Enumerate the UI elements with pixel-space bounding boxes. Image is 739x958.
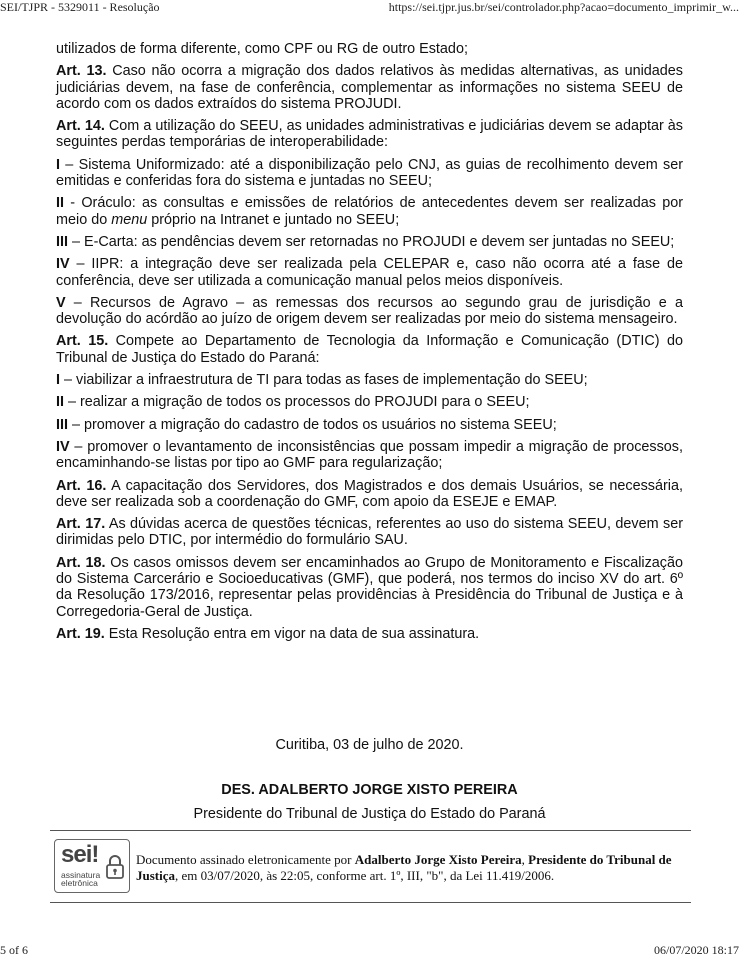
article-text: As dúvidas acerca de questões técnicas, referentes ao uso do sistema SEEU, devem ser dirimidas pelo DTIC, por intermédio do formulário SAU. [56, 516, 683, 549]
signature-text: , [521, 852, 529, 867]
item-i [56, 157, 683, 190]
article-19 [56, 626, 683, 642]
lock-icon [105, 854, 125, 880]
item-label: II [56, 195, 64, 212]
item-v [56, 295, 683, 328]
item-text: – promover o levantamento de inconsistências que possam impedir a migração de processos, encaminhando-se listas por tipo ao GMF para regularização; [56, 438, 683, 472]
item-iv [56, 256, 683, 289]
item-text: – E-Carta: as pendências devem ser retornadas no PROJUDI e devem ser juntadas no SEEU; [68, 233, 675, 250]
article-text: Caso não ocorra a migração dos dados relativos às medidas alternativas, as unidades judiciárias devem, na fase de conferência, complementar as informações no sistema SEEU de acordo com os dados extraídos do sistema PROJUDI. [56, 63, 683, 112]
item-ii [56, 394, 683, 410]
article-label: Art. 18. [56, 554, 106, 571]
print-header-url: https://sei.tjpr.jus.br/sei/controlador.php?acao=documento_imprimir_w... [388, 0, 739, 14]
item-text: – Sistema Uniformizado: até a disponibilização pelo CNJ, as guias de recolhimento devem ser emitidas e conferidas fora do sistema e juntadas no SEEU; [56, 156, 683, 190]
item-iv [56, 439, 683, 472]
article-text: A capacitação dos Servidores, dos Magistrados e dos demais Usuários, se necessária, deve ser realizada sob a coordenação do GMF, com apoio da ESEJE e EMAP. [56, 477, 683, 510]
item-text: – realizar a migração de todos os processos do PROJUDI para o SEEU; [64, 394, 530, 411]
article-text: Compete ao Departamento de Tecnologia da Informação e Comunicação (DTIC) do Tribunal de Justiça do Estado do Paraná: [56, 333, 683, 366]
article-label: Art. 19. [56, 625, 105, 642]
sei-logo-subtitle-line: eletrônica [61, 878, 98, 888]
sei-logo-subtitle-line: assinatura [61, 870, 101, 880]
item-text: – Recursos de Agravo – as remessas dos recursos ao segundo grau de jurisdição e a devolução do acórdão ao juízo de origem devem ser realizadas por meio do sistema mensageiro. [56, 294, 683, 328]
item-label: II [56, 394, 64, 411]
item-label: I [56, 372, 60, 389]
electronic-signature-box [50, 836, 691, 899]
item-text: – promover a migração do cadastro de todos os usuários no sistema SEEU; [68, 416, 557, 433]
article-14 [56, 118, 683, 151]
article-label: Art. 14. [56, 118, 105, 135]
print-footer [0, 943, 739, 958]
item-text: próprio na Intranet e juntado no SEEU; [147, 211, 400, 228]
signature-signer: Adalberto Jorge Xisto Pereira [354, 852, 522, 867]
item-label: V [56, 294, 66, 311]
article-text: Com a utilização do SEEU, as unidades administrativas e judiciárias devem se adaptar às seguintes perdas temporárias de interoperabilidade: [56, 118, 683, 151]
item-i [56, 372, 683, 388]
divider [50, 830, 691, 831]
paragraph [56, 41, 683, 57]
signer-name: DES. ADALBERTO JORGE XISTO PEREIRA [221, 782, 518, 798]
item-iii [56, 417, 683, 433]
signature-statement [136, 852, 689, 884]
item-label: III [56, 416, 68, 433]
item-label: I [56, 156, 60, 173]
item-label: IV [56, 256, 70, 273]
divider [50, 902, 691, 903]
article-label: Art. 15. [56, 333, 109, 350]
article-label: Art. 13. [56, 63, 107, 80]
signature-role: Presidente do Tribunal de Justiça [136, 852, 672, 883]
print-timestamp: 06/07/2020 18:17 [653, 943, 739, 957]
paragraph-text: utilizados de forma diferente, como CPF ou RG de outro Estado; [56, 41, 468, 57]
article-17 [56, 516, 683, 549]
article-15 [56, 333, 683, 366]
item-text: – IIPR: a integração deve ser realizada pela CELEPAR e, caso não ocorra até a fase de conferência, deve ser utilizada a comunicação manual pelos meios disponíveis. [56, 256, 683, 289]
item-ii [56, 195, 683, 228]
item-label: III [56, 233, 68, 250]
article-label: Art. 16. [56, 477, 107, 494]
document-body [56, 41, 683, 648]
page-number: 5 of 6 [0, 943, 28, 957]
item-italic: menu [111, 211, 148, 228]
print-header [0, 0, 739, 16]
signature-text: , em 03/07/2020, às 22:05, conforme art. 1º, III, "b", da Lei 11.419/2006. [175, 868, 555, 883]
article-text: Esta Resolução entra em vigor na data de sua assinatura. [104, 625, 480, 642]
article-label: Art. 17. [56, 516, 106, 533]
signature-text: Documento assinado eletronicamente por [136, 852, 355, 867]
article-13 [56, 63, 683, 112]
item-label: IV [56, 438, 70, 455]
item-text: – viabilizar a infraestrutura de TI para todas as fases de implementação do SEEU; [60, 372, 588, 389]
article-18 [56, 555, 683, 620]
sei-logo [54, 839, 130, 893]
article-16 [56, 478, 683, 511]
article-text: Os casos omissos devem ser encaminhados ao Grupo de Monitoramento e Fiscalização do Sistema Carcerário e Socioeducativas (GMF), que poderá, nos termos do inciso XV do art. 6º da Resolução 173/2016, representar pelas providências à Presidência do Tribunal de Justiça e à Corregedoria-Geral de Justiça. [56, 554, 683, 620]
sei-logo-text: sei! [61, 841, 99, 868]
item-iii [56, 234, 683, 250]
place-date: Curitiba, 03 de julho de 2020. [275, 737, 464, 753]
print-header-title: SEI/TJPR - 5329011 - Resolução [0, 0, 160, 14]
sei-logo-subtitle [61, 871, 100, 887]
signer-role: Presidente do Tribunal de Justiça do Estado do Paraná [193, 806, 546, 822]
item-text: - Oráculo: as consultas e emissões de relatórios de antecedentes devem ser realizadas por meio do [56, 195, 683, 228]
